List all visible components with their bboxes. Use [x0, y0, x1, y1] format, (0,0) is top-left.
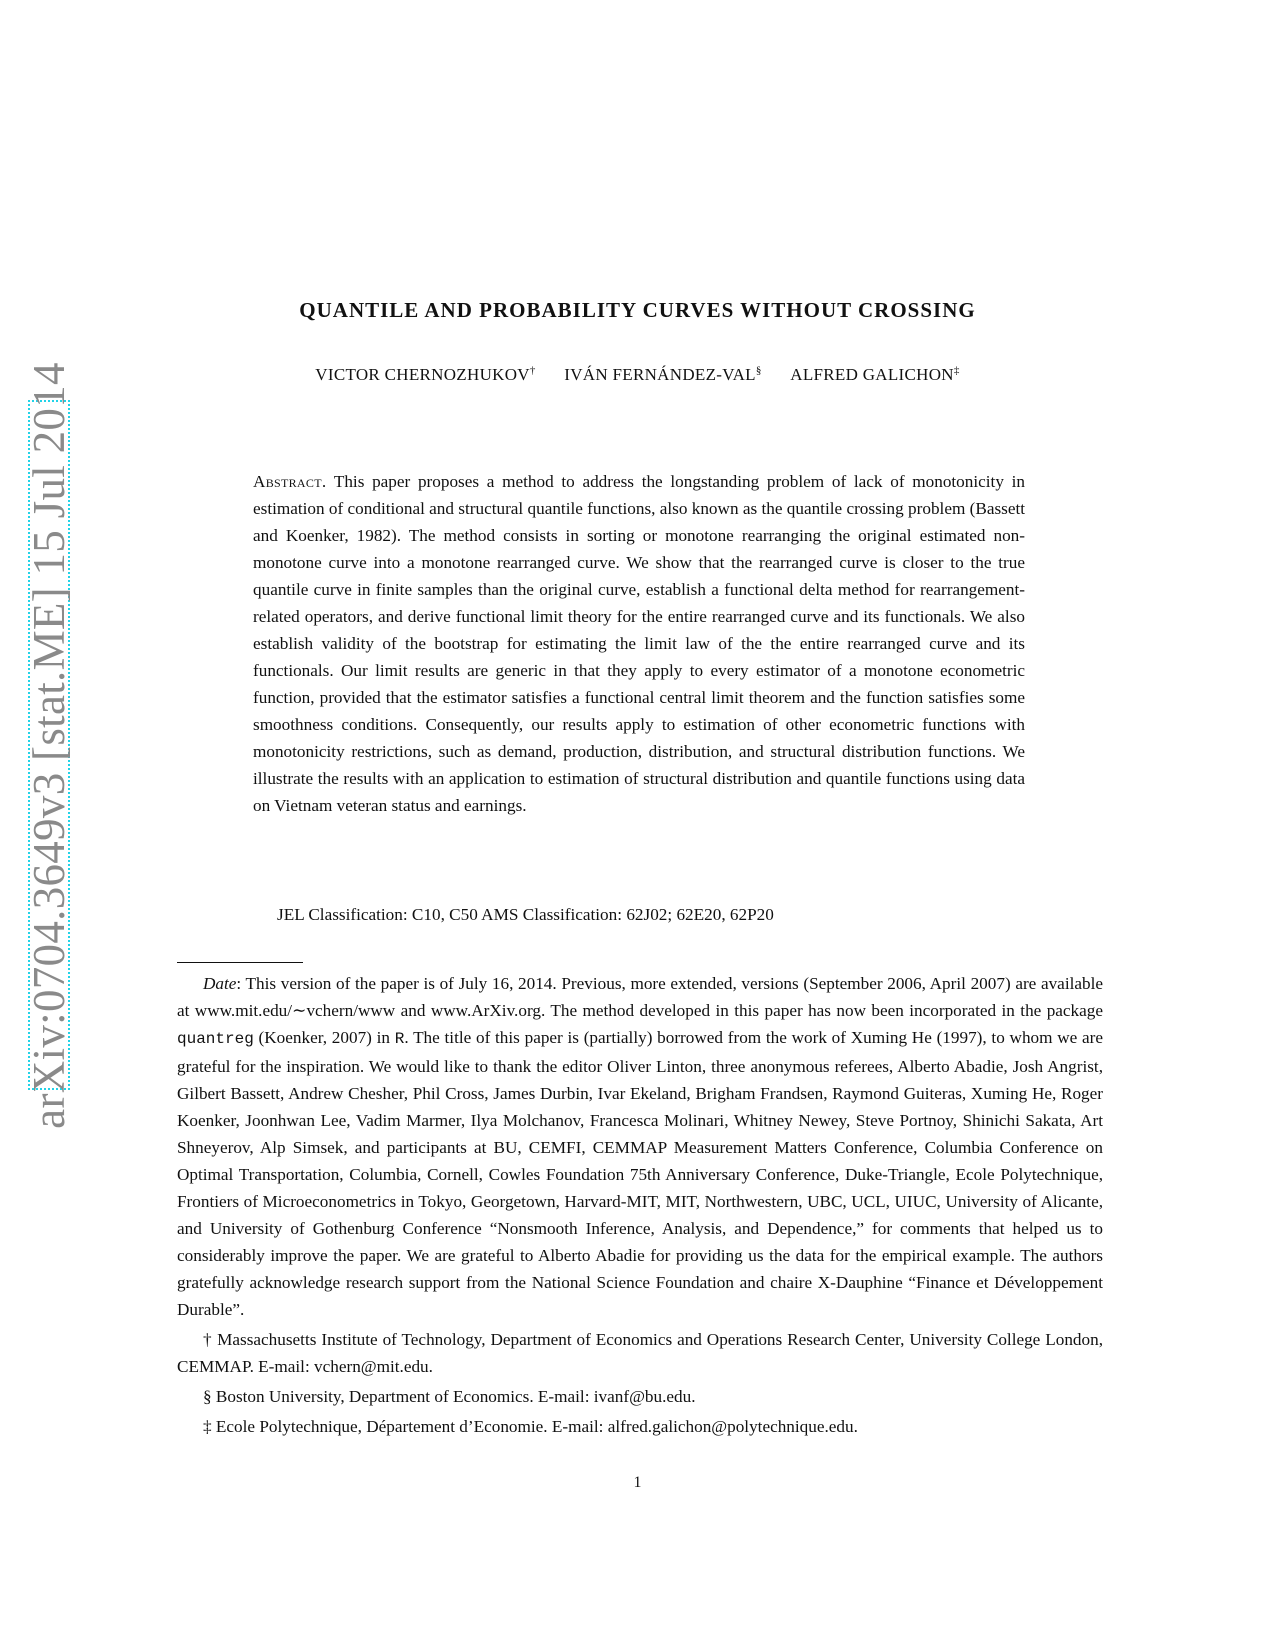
- author: VICTOR CHERNOZHUKOV†: [315, 364, 536, 384]
- package-name: quantreg: [177, 1030, 254, 1048]
- footnote-date: Date: This version of the paper is of July 16, 2014. Previous, more extended, versions (September 2006, April 2007) are available at www.mit.edu/∼vchern/www and www.ArXiv.org. The method developed in this paper has now been incorporated in the package quantreg (Koenker, 2007) in R. The title of this paper is (partially) borrowed from the work of Xuming He (1997), to whom we are grateful for the inspiration. We would like to thank the editor Oliver Linton, three anonymous referees, Alberto Abadie, Josh Angrist, Gilbert Bassett, Andrew Chesher, Phil Cross, James Durbin, Ivar Ekeland, Brigham Frandsen, Raymond Guiteras, Xuming He, Roger Koenker, Joonhwan Lee, Vadim Marmer, Ilya Molchanov, Francesca Molinari, Whitney Newey, Steve Portnoy, Shinichi Sakata, Art Shneyerov, Alp Simsek, and participants at BU, CEMFI, CEMMAP Measurement Matters Conference, Columbia Conference on Optimal Transportation, Columbia, Cornell, Cowles Foundation 75th Anniversary Conference, Duke-Triangle, Ecole Polytechnique, Frontiers of Microeconometrics in Tokyo, Georgetown, Harvard-MIT, MIT, Northwestern, UBC, UCL, UIUC, University of Alicante, and University of Gothenburg Conference “Nonsmooth Inference, Analysis, and Dependence,” for comments that helped us to considerably improve the paper. We are grateful to Alberto Abadie for providing us the data for the empirical example. The authors gratefully acknowledge research support from the National Science Foundation and chaire X-Dauphine “Finance et Développement Durable”.: [177, 974, 1103, 1319]
- author-mark: ‡: [953, 364, 960, 376]
- footnote-rule: [177, 962, 303, 963]
- arxiv-id: arXiv:0704.3649v3 [stat.ME] 15 Jul 2014: [23, 361, 74, 1129]
- author-mark: †: [529, 364, 536, 376]
- affiliation: § Boston University, Department of Economics. E-mail: ivanf@bu.edu.: [203, 1387, 696, 1406]
- footnotes: [177, 970, 1103, 1440]
- author: ALFRED GALICHON‡: [790, 364, 960, 384]
- paper-title: QUANTILE AND PROBABILITY CURVES WITHOUT CROSSING: [299, 298, 976, 322]
- author-mark: §: [755, 364, 762, 376]
- abstract-label: Abstract.: [253, 472, 327, 491]
- page-number: 1: [633, 1474, 642, 1491]
- affiliation: † Massachusetts Institute of Technology, Department of Economics and Operations Research Center, University College London, CEMMAP. E-mail: vchern@mit.edu.: [177, 1330, 1103, 1376]
- abstract-text: This paper proposes a method to address the longstanding problem of lack of monotonicity in estimation of conditional and structural quantile functions, also known as the quantile crossing problem (Bassett and Koenker, 1982). The method consists in sorting or monotone rearranging the original estimated non-monotone curve into a monotone rearranged curve. We show that the rearranged curve is closer to the true quantile curve in finite samples than the original curve, establish a functional delta method for rearrangement-related operators, and derive functional limit theory for the entire rearranged curve and its functionals. We also establish validity of the bootstrap for estimating the limit law of the the entire rearranged curve and its functionals. Our limit results are generic in that they apply to every estimator of a monotone econometric function, provided that the estimator satisfies a functional central limit theorem and the function satisfies some smoothness conditions. Consequently, our results apply to estimation of other econometric functions with monotonicity restrictions, such as demand, production, distribution, and structural distribution functions. We illustrate the results with an application to estimation of structural distribution and quantile functions using data on Vietnam veteran status and earnings.: [253, 472, 1025, 815]
- abstract: [253, 468, 1025, 819]
- affiliation: ‡ Ecole Polytechnique, Département d’Economie. E-mail: alfred.galichon@polytechnique.edu.: [203, 1417, 858, 1436]
- author-list: [0, 364, 1275, 385]
- arxiv-stamp: [23, 361, 74, 1129]
- author: IVÁN FERNÁNDEZ-VAL§: [564, 364, 762, 384]
- language-name: R: [394, 1030, 405, 1048]
- date-label: Date: [203, 974, 237, 993]
- classification: JEL Classification: C10, C50 AMS Classification: 62J02; 62E20, 62P20: [277, 905, 774, 924]
